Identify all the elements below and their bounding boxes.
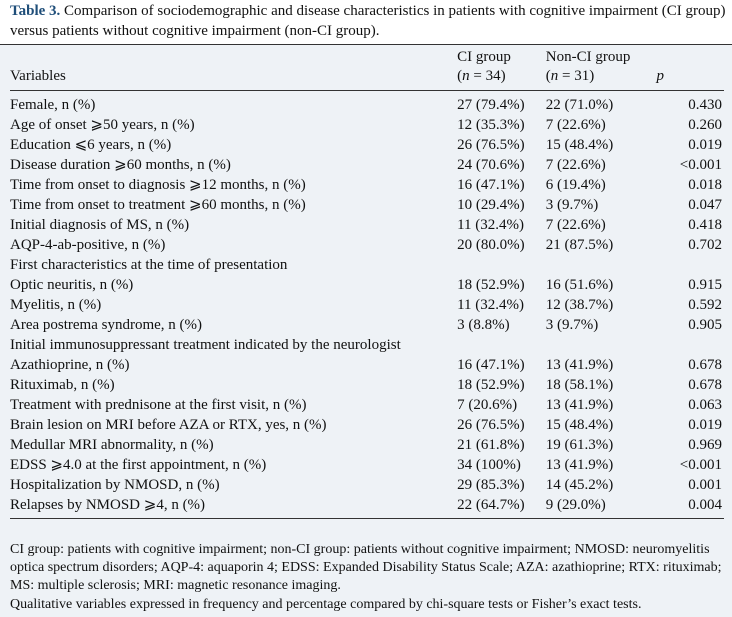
table-footnotes <box>10 541 726 614</box>
header-ci-group: CI group <box>457 49 511 65</box>
row-ci-value: 3 (8.8%) <box>457 317 510 333</box>
row-nonci-value: 6 (19.4%) <box>545 177 606 193</box>
row-p-value: 0.905 <box>688 317 722 333</box>
header-nonci-n: (n = 31) <box>546 67 639 91</box>
table-panel <box>0 44 732 617</box>
row-p-value: 0.047 <box>688 197 722 213</box>
row-nonci-value: 16 (51.6%) <box>545 277 614 293</box>
row-nonci-value: 19 (61.3%) <box>545 437 614 453</box>
table-row <box>10 91 724 116</box>
row-p-value: 0.969 <box>688 437 722 453</box>
row-nonci-value: 7 (22.6%) <box>545 117 606 133</box>
row-label: Initial immunosuppressant treatment indicated by the neurologist <box>10 337 401 353</box>
row-p-value <box>638 335 724 355</box>
row-label: Hospitalization by NMOSD, n (%) <box>10 477 220 493</box>
table-caption <box>10 1 726 41</box>
row-p-value: 0.592 <box>688 297 722 313</box>
table-row <box>10 475 724 495</box>
row-nonci-value: 14 (45.2%) <box>545 477 614 493</box>
table-row <box>10 495 724 519</box>
row-label: Medullar MRI abnormality, n (%) <box>10 437 214 453</box>
row-p-value: 0.063 <box>688 397 722 413</box>
row-label: Treatment with prednisone at the first visit, n (%) <box>10 397 307 413</box>
table-row <box>10 275 724 295</box>
row-label: Brain lesion on MRI before AZA or RTX, yes, n (%) <box>10 417 327 433</box>
row-ci-value <box>457 255 546 275</box>
row-nonci-value: 13 (41.9%) <box>545 397 614 413</box>
header-row-bottom <box>10 67 724 91</box>
row-nonci-value: 15 (48.4%) <box>545 137 614 153</box>
table-row <box>10 155 724 175</box>
row-p-value: 0.702 <box>688 237 722 253</box>
table-row <box>10 395 724 415</box>
row-nonci-value: 15 (48.4%) <box>545 417 614 433</box>
row-ci-value: 27 (79.4%) <box>457 97 525 113</box>
row-ci-value: 12 (35.3%) <box>457 117 525 133</box>
table-row <box>10 415 724 435</box>
row-label: Education ⩽6 years, n (%) <box>10 137 172 153</box>
row-ci-value: 11 (32.4%) <box>457 297 525 313</box>
row-ci-value: 16 (47.1%) <box>457 357 525 373</box>
row-label: First characteristics at the time of presentation <box>10 257 288 273</box>
table-row <box>10 435 724 455</box>
header-ci-n: (n = 34) <box>457 67 546 91</box>
row-label: Area postrema syndrome, n (%) <box>10 317 203 333</box>
table-row <box>10 375 724 395</box>
row-ci-value: 21 (61.8%) <box>457 437 525 453</box>
row-p-value: 0.430 <box>688 97 722 113</box>
table-row <box>10 175 724 195</box>
row-label: Time from onset to treatment ⩾60 months, n (%) <box>10 197 306 213</box>
row-label: Myelitis, n (%) <box>10 297 102 313</box>
row-label: Rituximab, n (%) <box>10 377 115 393</box>
row-p-value: 0.418 <box>688 217 722 233</box>
row-label: EDSS ⩾4.0 at the first appointment, n (%) <box>10 457 267 473</box>
row-nonci-value: 13 (41.9%) <box>545 357 614 373</box>
row-label: Female, n (%) <box>10 97 96 113</box>
row-nonci-value: 12 (38.7%) <box>545 297 614 313</box>
row-ci-value: 18 (52.9%) <box>457 377 525 393</box>
row-nonci-value: 7 (22.6%) <box>545 217 606 233</box>
footnote-abbreviations: CI group: patients with cognitive impairment; non-CI group: patients without cognitive impairment; NMOSD: neuromyelitis optica spectrum disorders; AQP-4: aquaporin 4; EDSS: Expanded Disability Status Scale; AZA: azathioprine; RTX: rituximab; MS: multiple sclerosis; MRI: magnetic resonance imaging. <box>10 542 722 593</box>
table-row <box>10 455 724 475</box>
row-nonci-value: 21 (87.5%) <box>545 237 614 253</box>
row-ci-value: 16 (47.1%) <box>457 177 525 193</box>
table-body <box>10 91 724 519</box>
row-ci-value: 20 (80.0%) <box>457 237 525 253</box>
row-label: Initial diagnosis of MS, n (%) <box>10 217 190 233</box>
row-label: Relapses by NMOSD ⩾4, n (%) <box>10 495 457 519</box>
row-p-value <box>638 255 724 275</box>
header-p: p <box>638 67 724 91</box>
row-ci-value: 11 (32.4%) <box>457 217 525 233</box>
table-row <box>10 235 724 255</box>
header-nonci-group: Non-CI group <box>545 49 631 65</box>
table-row <box>10 335 724 355</box>
row-p-value: 0.678 <box>688 377 722 393</box>
row-label: Time from onset to diagnosis ⩾12 months, n (%) <box>10 177 306 193</box>
row-nonci-value <box>546 255 639 275</box>
row-label: AQP-4-ab-positive, n (%) <box>10 237 166 253</box>
row-ci-value: 34 (100%) <box>457 457 521 473</box>
row-p-value: 0.260 <box>688 117 722 133</box>
row-nonci-value <box>546 335 639 355</box>
row-nonci-value: 3 (9.7%) <box>545 197 599 213</box>
row-ci-value: 7 (20.6%) <box>457 397 518 413</box>
data-table <box>10 48 724 519</box>
row-nonci-value: 22 (71.0%) <box>545 97 614 113</box>
row-label: Age of onset ⩾50 years, n (%) <box>10 117 195 133</box>
row-p-value: <0.001 <box>679 457 722 473</box>
row-ci-value: 29 (85.3%) <box>457 477 525 493</box>
row-p-value: 0.018 <box>688 177 722 193</box>
row-nonci-value: 9 (29.0%) <box>546 495 639 519</box>
footnote-methods: Qualitative variables expressed in frequency and percentage compared by chi-square tests or Fisher’s exact tests. <box>10 597 642 612</box>
row-ci-value: 10 (29.4%) <box>457 197 525 213</box>
row-p-value: 0.001 <box>688 477 722 493</box>
row-nonci-value: 18 (58.1%) <box>545 377 614 393</box>
table-caption-label: Table 3. <box>10 3 61 19</box>
table-row <box>10 115 724 135</box>
row-p-value: 0.019 <box>688 417 722 433</box>
row-ci-value: 22 (64.7%) <box>457 495 546 519</box>
row-label: Optic neuritis, n (%) <box>10 277 134 293</box>
row-p-value: <0.001 <box>679 157 722 173</box>
row-ci-value: 26 (76.5%) <box>457 137 525 153</box>
table-row <box>10 255 724 275</box>
row-label: Azathioprine, n (%) <box>10 357 130 373</box>
row-label: Disease duration ⩾60 months, n (%) <box>10 157 231 173</box>
row-nonci-value: 3 (9.7%) <box>545 317 599 333</box>
row-p-value: 0.019 <box>688 137 722 153</box>
row-p-value: 0.915 <box>688 277 722 293</box>
row-ci-value: 26 (76.5%) <box>457 417 525 433</box>
header-variables: Variables <box>10 67 457 91</box>
table-caption-text: Comparison of sociodemographic and disease characteristics in patients with cognitive impairment (CI group) versus patients without cognitive impairment (non-CI group). <box>10 3 726 39</box>
table-row <box>10 355 724 375</box>
row-ci-value: 24 (70.6%) <box>457 157 525 173</box>
row-nonci-value: 7 (22.6%) <box>545 157 606 173</box>
row-nonci-value: 13 (41.9%) <box>545 457 614 473</box>
table-row <box>10 315 724 335</box>
table-row <box>10 295 724 315</box>
table-row <box>10 215 724 235</box>
row-ci-value: 18 (52.9%) <box>457 277 525 293</box>
table-row <box>10 195 724 215</box>
table-row <box>10 135 724 155</box>
header-row-top <box>10 48 724 67</box>
row-ci-value <box>457 335 546 355</box>
row-p-value: 0.678 <box>688 357 722 373</box>
row-p-value: 0.004 <box>638 495 724 519</box>
